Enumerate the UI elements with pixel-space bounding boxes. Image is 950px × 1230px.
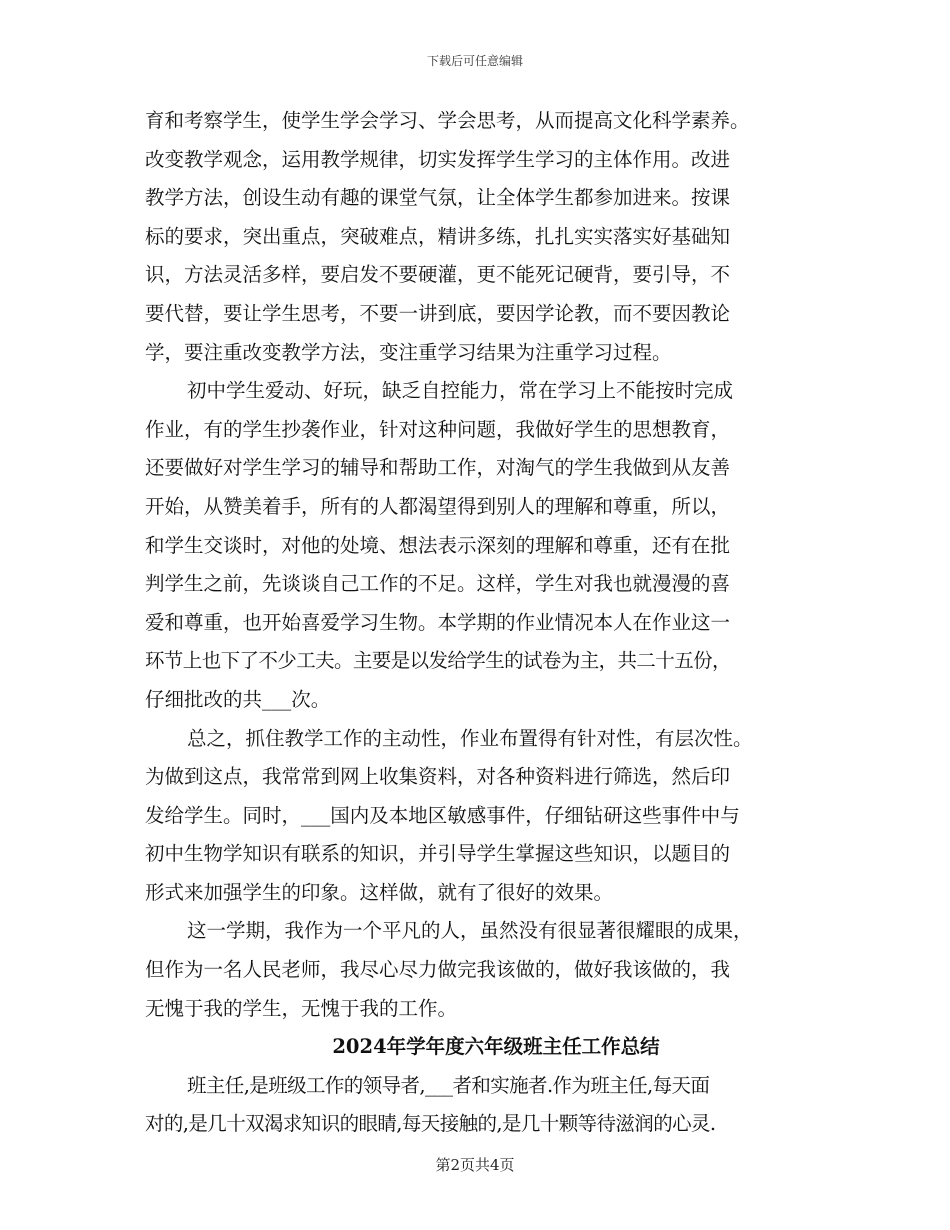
body-line: 无愧于我的学生，无愧于我的工作。	[145, 996, 458, 1020]
body-line: 教学方法，创设生动有趣的课堂气氛，让全体学生都参加进来。按课	[145, 186, 731, 210]
body-line: 但作为一名人民老师，我尽心尽力做完我该做的，做好我该做的，我	[145, 958, 731, 982]
body-line: 识，方法灵活多样，要启发不要硬灌，更不能死记硬背，要引导，不	[145, 263, 731, 287]
body-line: 仔细批改的共___次。	[145, 687, 331, 711]
page-footer: 第2页共4页	[435, 1156, 515, 1174]
section-title: 2024年学年度六年级班主任工作总结	[332, 1035, 660, 1059]
body-line: 开始，从赞美着手，所有的人都渴望得到别人的理解和尊重，所以，	[145, 494, 731, 518]
body-line: 作业，有的学生抄袭作业，针对这种问题，我做好学生的思想教育，	[145, 417, 731, 441]
body-line: 要代替，要让学生思考，不要一讲到底，要因学论教，而不要因教论	[145, 301, 731, 325]
page-header: 下载后可任意编辑	[426, 54, 523, 68]
body-line: 育和考察学生，使学生学会学习、学会思考，从而提高文化科学素养。	[145, 109, 750, 132]
body-line: 标的要求，突出重点，突破难点，精讲多练，扎扎实实落实好基础知	[145, 224, 731, 248]
body-line: 改变教学观念，运用教学规律，切实发挥学生学习的主体作用。改进	[145, 147, 731, 171]
body-line: 为做到这点，我常常到网上收集资料，对各种资料进行筛选，然后印	[145, 765, 731, 789]
paragraph-first-line: 这一学期，我作为一个平凡的人，虽然没有很显著很耀眼的成果，	[187, 919, 753, 943]
body-line: 环节上也下了不少工夫。主要是以发给学生的试卷为主，共二十五份，	[145, 649, 731, 673]
document-body	[145, 102, 817, 1144]
body-line: 对的,是几十双渴求知识的眼睛,每天接触的,是几十颗等待滋润的心灵.	[145, 1112, 716, 1136]
body-line: 学，要注重改变教学方法，变注重学习结果为注重学习过程。	[145, 340, 672, 364]
paragraph-first-line: 班主任,是班级工作的领导者,___者和实施者.作为班主任,每天面	[187, 1073, 710, 1097]
body-line: 发给学生。同时，___国内及本地区敏感事件，仔细钻研这些事件中与	[145, 803, 740, 827]
paragraph-first-line: 初中学生爱动、好玩，缺乏自控能力，常在学习上不能按时完成	[187, 379, 734, 403]
body-line: 形式来加强学生的印象。这样做，就有了很好的效果。	[145, 880, 614, 904]
body-line: 初中生物学知识有联系的知识，并引导学生掌握这些知识，以题目的	[145, 842, 731, 866]
body-line: 和学生交谈时，对他的处境、想法表示深刻的理解和尊重，还有在批	[145, 533, 731, 557]
body-line: 爱和尊重，也开始喜爱学习生物。本学期的作业情况本人在作业这一	[145, 610, 731, 634]
body-line: 还要做好对学生学习的辅导和帮助工作，对淘气的学生我做到从友善	[145, 456, 731, 480]
paragraph-first-line: 总之，抓住教学工作的主动性，作业布置得有针对性，有层次性。	[187, 726, 753, 750]
body-line: 判学生之前，先谈谈自己工作的不足。这样，学生对我也就漫漫的喜	[145, 572, 731, 596]
